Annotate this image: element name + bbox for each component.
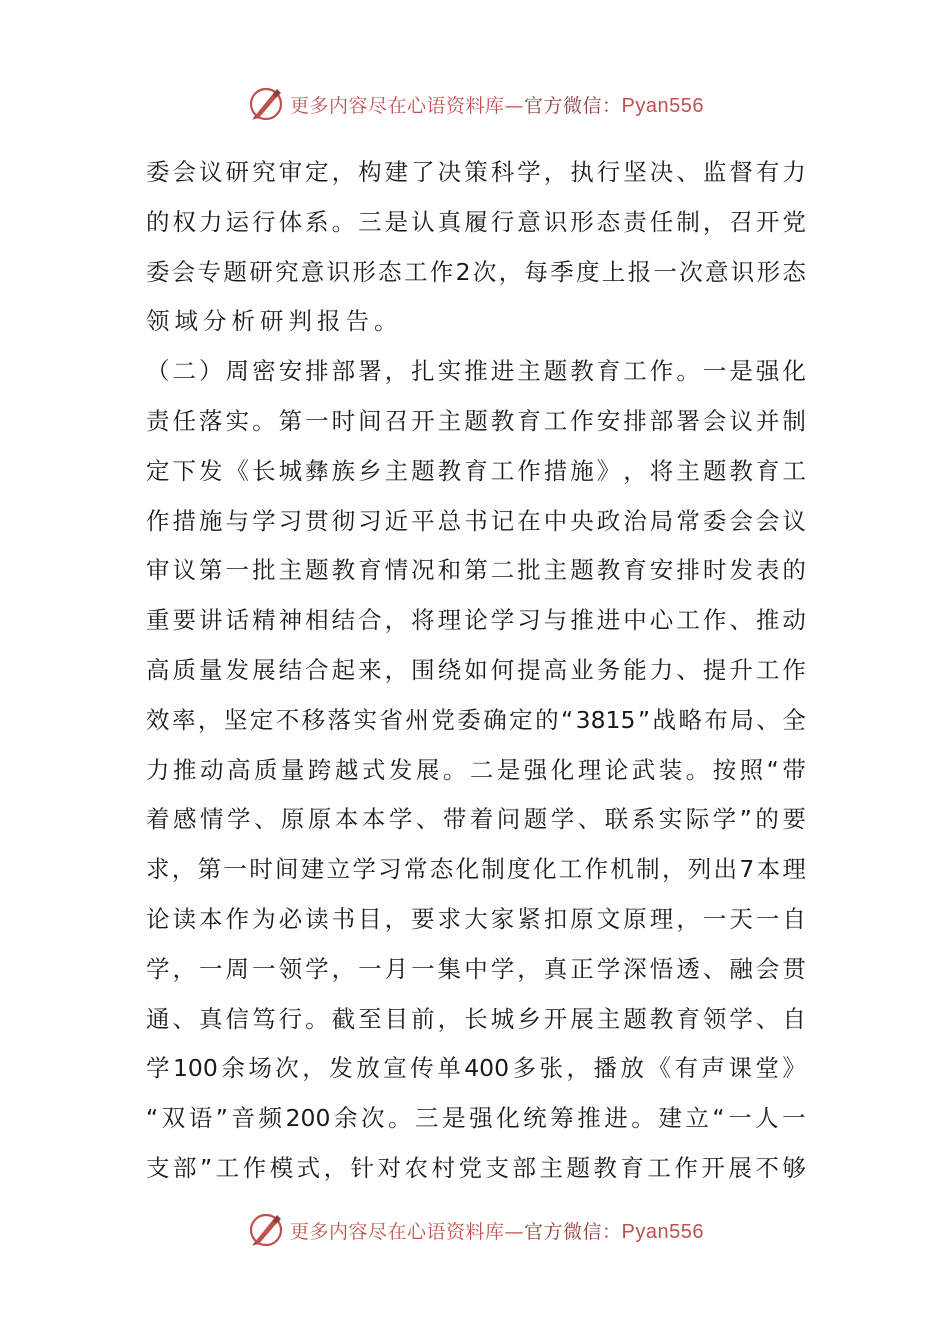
banner-wechat-id: Pyan556 (621, 1220, 704, 1243)
paragraph-line: 支 部 ” 工 作 模 式 ， 针 对 农 村 党 支 部 主 题 教 育 工 作 开 展 不 够 (146, 1153, 806, 1182)
paragraph-line: 责 任 落 实 。 第 一 时 间 召 开 主 题 教 育 工 作 安 排 部 署 会 议 并 制 (146, 406, 806, 435)
pen-logo-icon (246, 84, 286, 124)
paragraph-line: （ 二 ） 周 密 安 排 部 署 ， 扎 实 推 进 主 题 教 育 工 作 。 一 是 强 化 (146, 357, 806, 386)
paragraph-line: 委 会 议 研 究 审 定 ， 构 建 了 决 策 科 学 ， 执 行 坚 决 、 监 督 有 力 (146, 158, 806, 186)
paragraph-line: 通 、 真 信 笃 行 。 截 至 目 前 ， 长 城 乡 开 展 主 题 教 育 领 学 、 自 (146, 1004, 806, 1033)
paragraph-line: “ 双 语 ” 音 频 200 余 次 。 三 是 强 化 统 筹 推 进 。 建 立 “ 一 人 一 (146, 1104, 806, 1133)
banner-label: 官方微信： (524, 1220, 622, 1243)
banner-label: 官方微信： (524, 94, 622, 117)
paragraph-line: 定 下 发 《 长 城 彝 族 乡 主 题 教 育 工 作 措 施 》 ， 将 主 题 教 育 工 (146, 456, 806, 485)
banner-dash: — (504, 94, 525, 117)
banner-main-text: 更多内容尽在心语资料库 (290, 94, 505, 117)
header-banner (0, 82, 950, 126)
paragraph-line: 高 质 量 发 展 结 合 起 来 ， 围 绕 如 何 提 高 业 务 能 力 、 提 升 工 作 (146, 655, 806, 684)
banner-main-text: 更多内容尽在心语资料库 (290, 1220, 505, 1243)
pen-logo-icon (246, 1210, 286, 1250)
paragraph-line: 学 100 余 场 次 ， 发 放 宣 传 单 400 多 张 ， 播 放 《 有 声 课 堂 》 (146, 1054, 806, 1083)
paragraph-line: 的 权 力 运 行 体 系 。 三 是 认 真 履 行 意 识 形 态 责 任 制 ， 召 开 党 (146, 207, 806, 236)
paragraph-line: 委 会 专 题 研 究 意 识 形 态 工 作 2 次 ， 每 季 度 上 报 一 次 意 识 形 态 (146, 257, 806, 286)
document-body (146, 148, 806, 1194)
paragraph-line: 着 感 情 学 、 原 原 本 本 学 、 带 着 问 题 学 、 联 系 实 际 学 ” 的 要 (146, 805, 806, 834)
paragraph-line: 效 率 ， 坚 定 不 移 落 实 省 州 党 委 确 定 的 “ 3815 ” 战 略 布 局 、 全 (146, 705, 806, 734)
footer-banner (0, 1208, 950, 1252)
paragraph-line: 论 读 本 作 为 必 读 书 目 ， 要 求 大 家 紧 扣 原 文 原 理 ， 一 天 一 自 (146, 904, 806, 933)
banner-text (290, 1217, 704, 1244)
paragraph-line: 作 措 施 与 学 习 贯 彻 习 近 平 总 书 记 在 中 央 政 治 局 常 委 会 会 议 (146, 506, 806, 535)
paragraph-line: 审 议 第 一 批 主 题 教 育 情 况 和 第 二 批 主 题 教 育 安 排 时 发 表 的 (146, 556, 806, 585)
banner-dash: — (504, 1220, 525, 1243)
paragraph-line: 重 要 讲 话 精 神 相 结 合 ， 将 理 论 学 习 与 推 进 中 心 工 作 、 推 动 (146, 606, 806, 635)
paragraph-line: 学 ， 一 周 一 领 学 ， 一 月 一 集 中 学 ， 真 正 学 深 悟 透 、 融 会 贯 (146, 954, 806, 983)
paragraph-line: 求 ， 第 一 时 间 建 立 学 习 常 态 化 制 度 化 工 作 机 制 ， 列 出 7 本 理 (146, 855, 806, 884)
banner-text (290, 91, 704, 118)
paragraph-line: 领域分析研判报告。 (146, 307, 403, 336)
paragraph-line: 力 推 动 高 质 量 跨 越 式 发 展 。 二 是 强 化 理 论 武 装 。 按 照 “ 带 (146, 755, 806, 784)
banner-wechat-id: Pyan556 (621, 94, 704, 117)
